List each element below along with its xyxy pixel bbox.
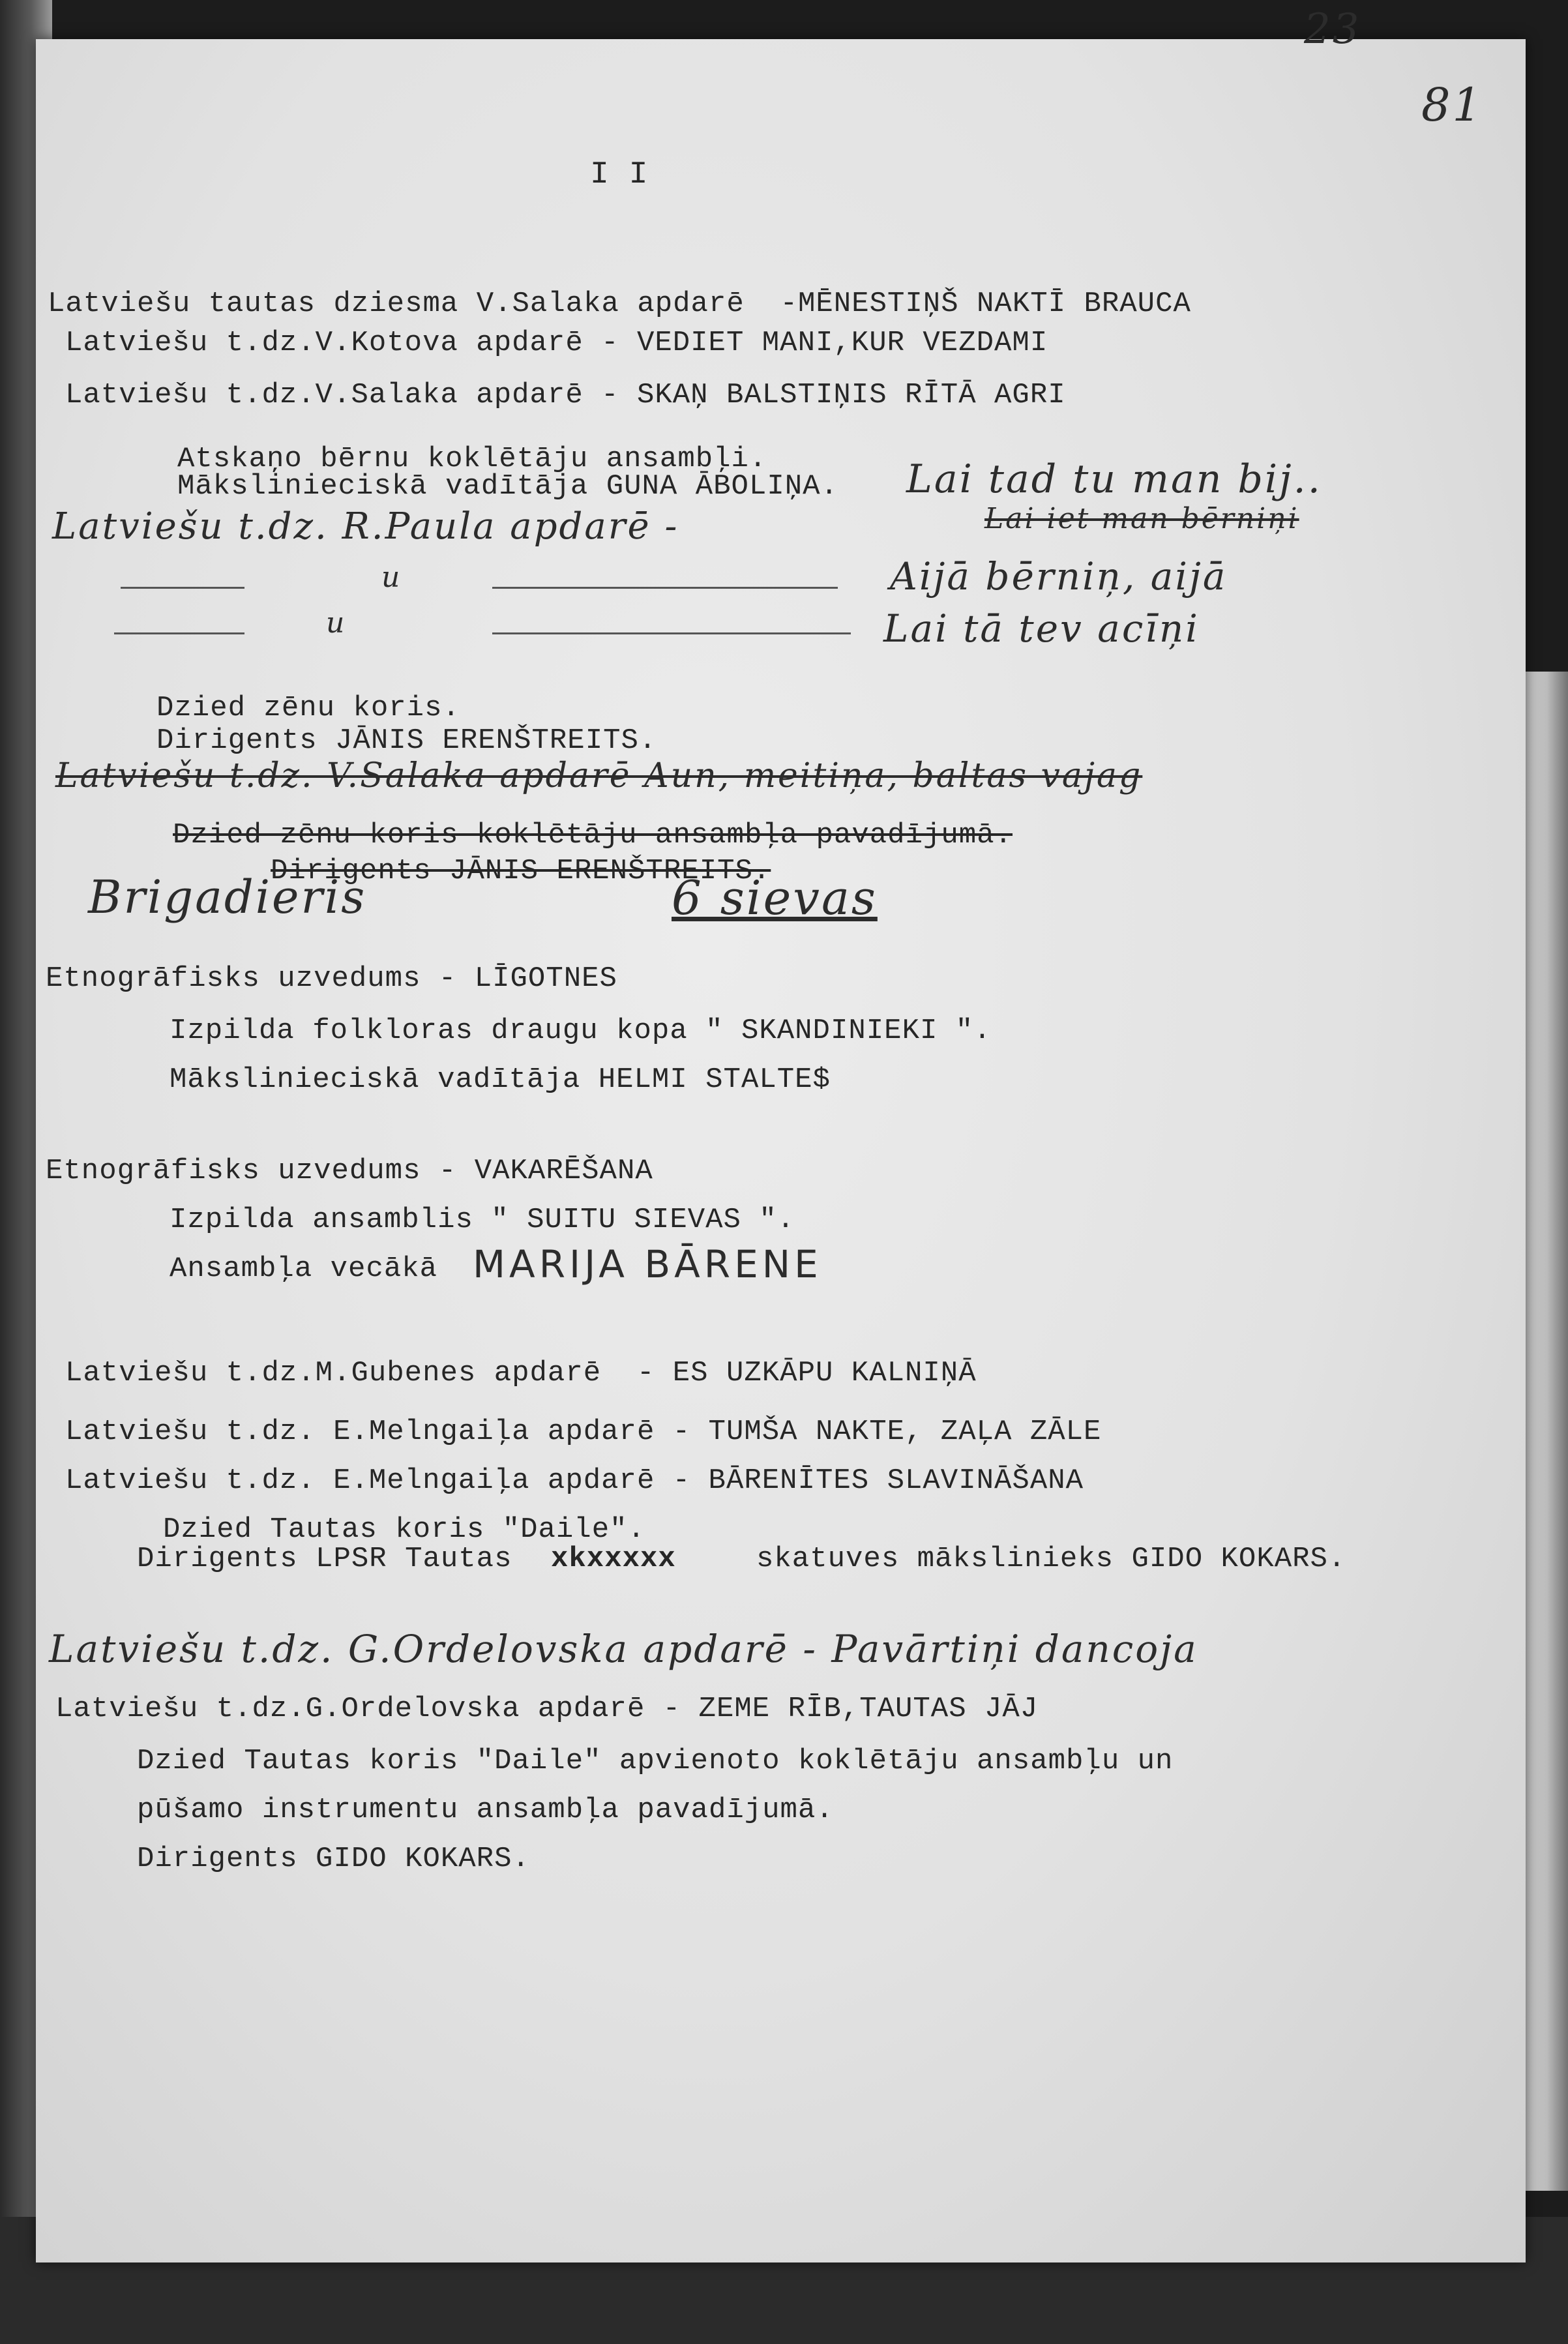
song-line-5: Latviešu t.dz. E.Melngaiļa apdarē - TUMŠA NAKTE, ZAĻA ZĀLE bbox=[65, 1416, 1102, 1448]
accompaniment-line-1: Dzied Tautas koris "Daile" apvienoto koklētāju ansambļu un bbox=[137, 1745, 1174, 1777]
page-number-top: 23 bbox=[1304, 5, 1361, 53]
choir-daile-line: Dzied Tautas koris "Daile". bbox=[163, 1513, 645, 1546]
conductor-kokars-line: Dirigents LPSR Tautas bbox=[137, 1543, 512, 1575]
typed-strikeout: xkxxxxx bbox=[551, 1543, 676, 1575]
section-title: I I bbox=[590, 157, 649, 192]
accompaniment-line-2: pūšamo instrumentu ansambļa pavadījumā. bbox=[137, 1794, 834, 1826]
handwritten-arranger-line: Latviešu t.dz. R.Paula apdarē - bbox=[52, 505, 679, 548]
struck-conductor-line: Dirigents JĀNIS ERENŠTREITS. bbox=[271, 855, 771, 887]
ethno-director-1: Mākslinieciskā vadītāja HELMI STALTE$ bbox=[170, 1063, 831, 1096]
song-line-3: Latviešu t.dz.V.Salaka apdarē - SKAŅ BALSTIŅIS RĪTĀ AGRI bbox=[65, 379, 1066, 411]
song-line-2: Latviešu t.dz.V.Kotova apdarē - VEDIET MANI,KUR VEZDAMI bbox=[65, 327, 1048, 359]
ditto-mark: u bbox=[326, 606, 347, 640]
conductor-line: Dirigents JĀNIS ERENŠTREITS. bbox=[156, 724, 657, 757]
ditto-rule bbox=[492, 587, 838, 589]
handwritten-ordelovska-line: Latviešu t.dz. G.Ordelovska apdarē - Pavārtiņi dancoja bbox=[49, 1627, 1198, 1671]
handwritten-struck-title: Lai iet man bērniņi bbox=[984, 502, 1299, 535]
handwritten-elder-name: MARIJA BĀRENE bbox=[473, 1242, 822, 1286]
struck-choir-line: Dzied zēnu koris koklētāju ansambļa pavadījumā. bbox=[173, 819, 1013, 852]
ditto-rule bbox=[121, 587, 244, 589]
handwritten-struck-song: Latviešu t.dz. V.Salaka apdarē Aun, meitiņa, baltas vajag bbox=[55, 756, 1143, 795]
ethno-line-1: Etnogrāfisks uzvedums - LĪGOTNES bbox=[46, 962, 617, 995]
song-line-6: Latviešu t.dz. E.Melngaiļa apdarē - BĀRENĪTES SLAVINĀŠANA bbox=[65, 1464, 1084, 1497]
handwritten-song-aija: Aijā bērniņ, aijā bbox=[890, 554, 1228, 599]
ethno-performer-2: Izpilda ansamblis " SUITU SIEVAS ". bbox=[170, 1204, 795, 1236]
director-line: Mākslinieciskā vadītāja GUNA ĀBOLIŅA. bbox=[177, 470, 838, 503]
handwritten-brigadier: Brigadieris bbox=[88, 870, 367, 924]
song-line-1: Latviešu tautas dziesma V.Salaka apdarē -MĒNESTIŅŠ NAKTĪ BRAUCA bbox=[48, 288, 1191, 320]
ditto-rule bbox=[492, 632, 851, 634]
song-line-7: Latviešu t.dz.G.Ordelovska apdarē - ZEME RĪB,TAUTAS JĀJ bbox=[55, 1693, 1039, 1725]
handwritten-six-wives: 6 sievas bbox=[672, 870, 878, 925]
ditto-mark: u bbox=[381, 561, 402, 594]
choir-line: Dzied zēnu koris. bbox=[156, 692, 460, 724]
performer-line: Atskaņo bērnu koklētāju ansambļi. bbox=[177, 443, 767, 475]
ensemble-elder-label: Ansambļa vecākā bbox=[170, 1253, 438, 1285]
ditto-rule bbox=[114, 632, 244, 634]
conductor-final: Dirigents GIDO KOKARS. bbox=[137, 1843, 530, 1875]
handwritten-song-title: Lai tad tu man bij.. bbox=[906, 456, 1322, 502]
document-page bbox=[36, 5, 1526, 2262]
handwritten-song-acini: Lai tā tev acīņi bbox=[883, 606, 1200, 651]
conductor-kokars-tail: skatuves mākslinieks GIDO KOKARS. bbox=[756, 1543, 1346, 1575]
ethno-performer-1: Izpilda folkloras draugu kopa " SKANDINIEKI ". bbox=[170, 1015, 992, 1047]
ethno-line-2: Etnogrāfisks uzvedums - VAKARĒŠANA bbox=[46, 1155, 653, 1187]
page-number-right: 81 bbox=[1421, 78, 1484, 132]
song-line-4: Latviešu t.dz.M.Gubenes apdarē - ES UZKĀPU KALNIŅĀ bbox=[65, 1357, 977, 1389]
